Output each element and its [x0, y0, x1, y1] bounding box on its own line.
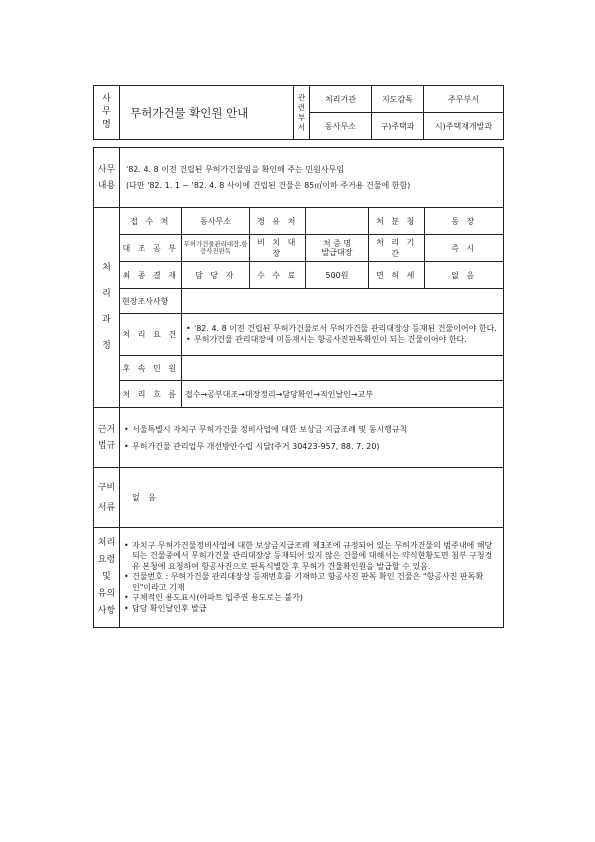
basis-item: • 서울특별시 자치구 무허가건물 정비사업에 대한 보상금 지급조례 및 동시행규칙	[124, 421, 499, 438]
basis-label: 근거 법규	[94, 408, 120, 468]
follow-up-label: 후 속 민 원	[120, 356, 182, 381]
license-tax-value: 없 음	[425, 262, 504, 289]
receipt-label: 접 수 처	[120, 208, 182, 235]
main-table	[93, 147, 504, 628]
document-title: 무허가건물 확인원 안내	[120, 86, 294, 140]
requirements-label: 처 리 요 건	[120, 314, 182, 356]
header-table	[93, 85, 504, 140]
basis-value	[120, 408, 504, 468]
note-item: • 담당 확인날인후 발급	[124, 604, 499, 615]
disposal-value: 동 장	[425, 208, 504, 235]
form-page	[93, 85, 503, 628]
via-value	[306, 208, 369, 235]
note-item: • 건물번호 : 무허가건물 관리대장상 등재번호를 기재하고 항공사진 판독 확인 건물은 "항공사진 판독확인"이라고 기재	[124, 572, 499, 593]
note-item: • 자치구 무허가건물정비사업에 대한 보상금지급조례 제3조에 규정되어 있는 무허가건물의 범주내에 해당되는 건물중에서 무허가건물 관리대장상 등재되어 있지 않은 건물에 대해서는 약식현황도면 첨부 구청경유 본청에 요청하여 항공사진으로 판독식별한 후 무허가 건물확인원을 발급할 수 있음.	[124, 541, 499, 573]
site-survey-label: 현장조사사항	[120, 289, 182, 314]
notes-label: 처리 요령 및 유의 사항	[94, 528, 120, 628]
license-tax-label: 면 허 세	[369, 262, 425, 289]
compare-ledger-label: 비 치 대 장	[250, 235, 306, 262]
follow-up-value	[182, 356, 504, 381]
affair-name-label: 사 무 명	[94, 86, 120, 140]
requirement-item: • 무허가건물 관리대장에 미등재시는 항공사진판독확인이 되는 건물이어야 한다.	[186, 335, 499, 346]
period-value: 즉 시	[425, 235, 504, 262]
supervision-value: 구)주택과	[372, 113, 424, 140]
period-label: 처 리 기 간	[369, 235, 425, 262]
process-flow-value: 접수→공부대조→대장정리→담당확인→직인날인→교부	[182, 381, 504, 408]
content-label: 사무 내용	[94, 148, 120, 208]
note-item: • 구체적인 용도표시(아파트 입주권 용도로는 불가)	[124, 593, 499, 604]
final-approval-value: 담 당 자	[182, 262, 250, 289]
final-approval-label: 최 종 결 재	[120, 262, 182, 289]
notes-value	[120, 528, 504, 628]
site-survey-value	[182, 289, 504, 314]
disposal-label: 처 분 청	[369, 208, 425, 235]
via-label: 경 유 처	[250, 208, 306, 235]
receipt-value: 동사무소	[182, 208, 250, 235]
process-label: 처 리 과 정	[94, 208, 120, 408]
supervision-label: 지도감독	[372, 86, 424, 113]
content-line-1: '82. 4. 8 이전 건립된 무허가건물임을 확인해 주는 민원사무임	[126, 164, 345, 174]
lead-dept-label: 주무부서	[424, 86, 504, 113]
requirements-value	[182, 314, 504, 356]
lead-dept-value: 시)주택재개발과	[424, 113, 504, 140]
ledger-value-text: 무허가건물관리대장,항공사진판독	[183, 239, 248, 255]
ledger-label: 대 조 공 부	[120, 235, 182, 262]
issue-ledger-value: 처 증 명 발급대장	[306, 235, 369, 262]
requirement-item: • '82. 4. 8 이전 건립된 무허가건물로서 무허가건물 관리대장상 등재된 건물이어야 한다.	[186, 324, 499, 335]
handling-org-value: 동사무소	[310, 113, 372, 140]
handling-org-label: 처리기관	[310, 86, 372, 113]
related-office-label: 관 련 부 서	[294, 86, 310, 140]
documents-label: 구비 서류	[94, 468, 120, 528]
process-flow-label: 처 리 흐 름	[120, 381, 182, 408]
basis-item: • 무허가건물 관리업무 개선방안수립 시달(주거 30423-957, 88. 7. 20)	[124, 438, 499, 455]
documents-value: 없 음	[120, 468, 504, 528]
fee-value: 500원	[306, 262, 369, 289]
ledger-value	[182, 235, 250, 262]
fee-label: 수 수 료	[250, 262, 306, 289]
content-line-2: (다만 '82. 1. 1 ~ '82. 4. 8 사이에 건립된 건물은 85㎡이하 주거용 건물에 한함)	[126, 180, 411, 190]
content-text	[120, 148, 504, 208]
